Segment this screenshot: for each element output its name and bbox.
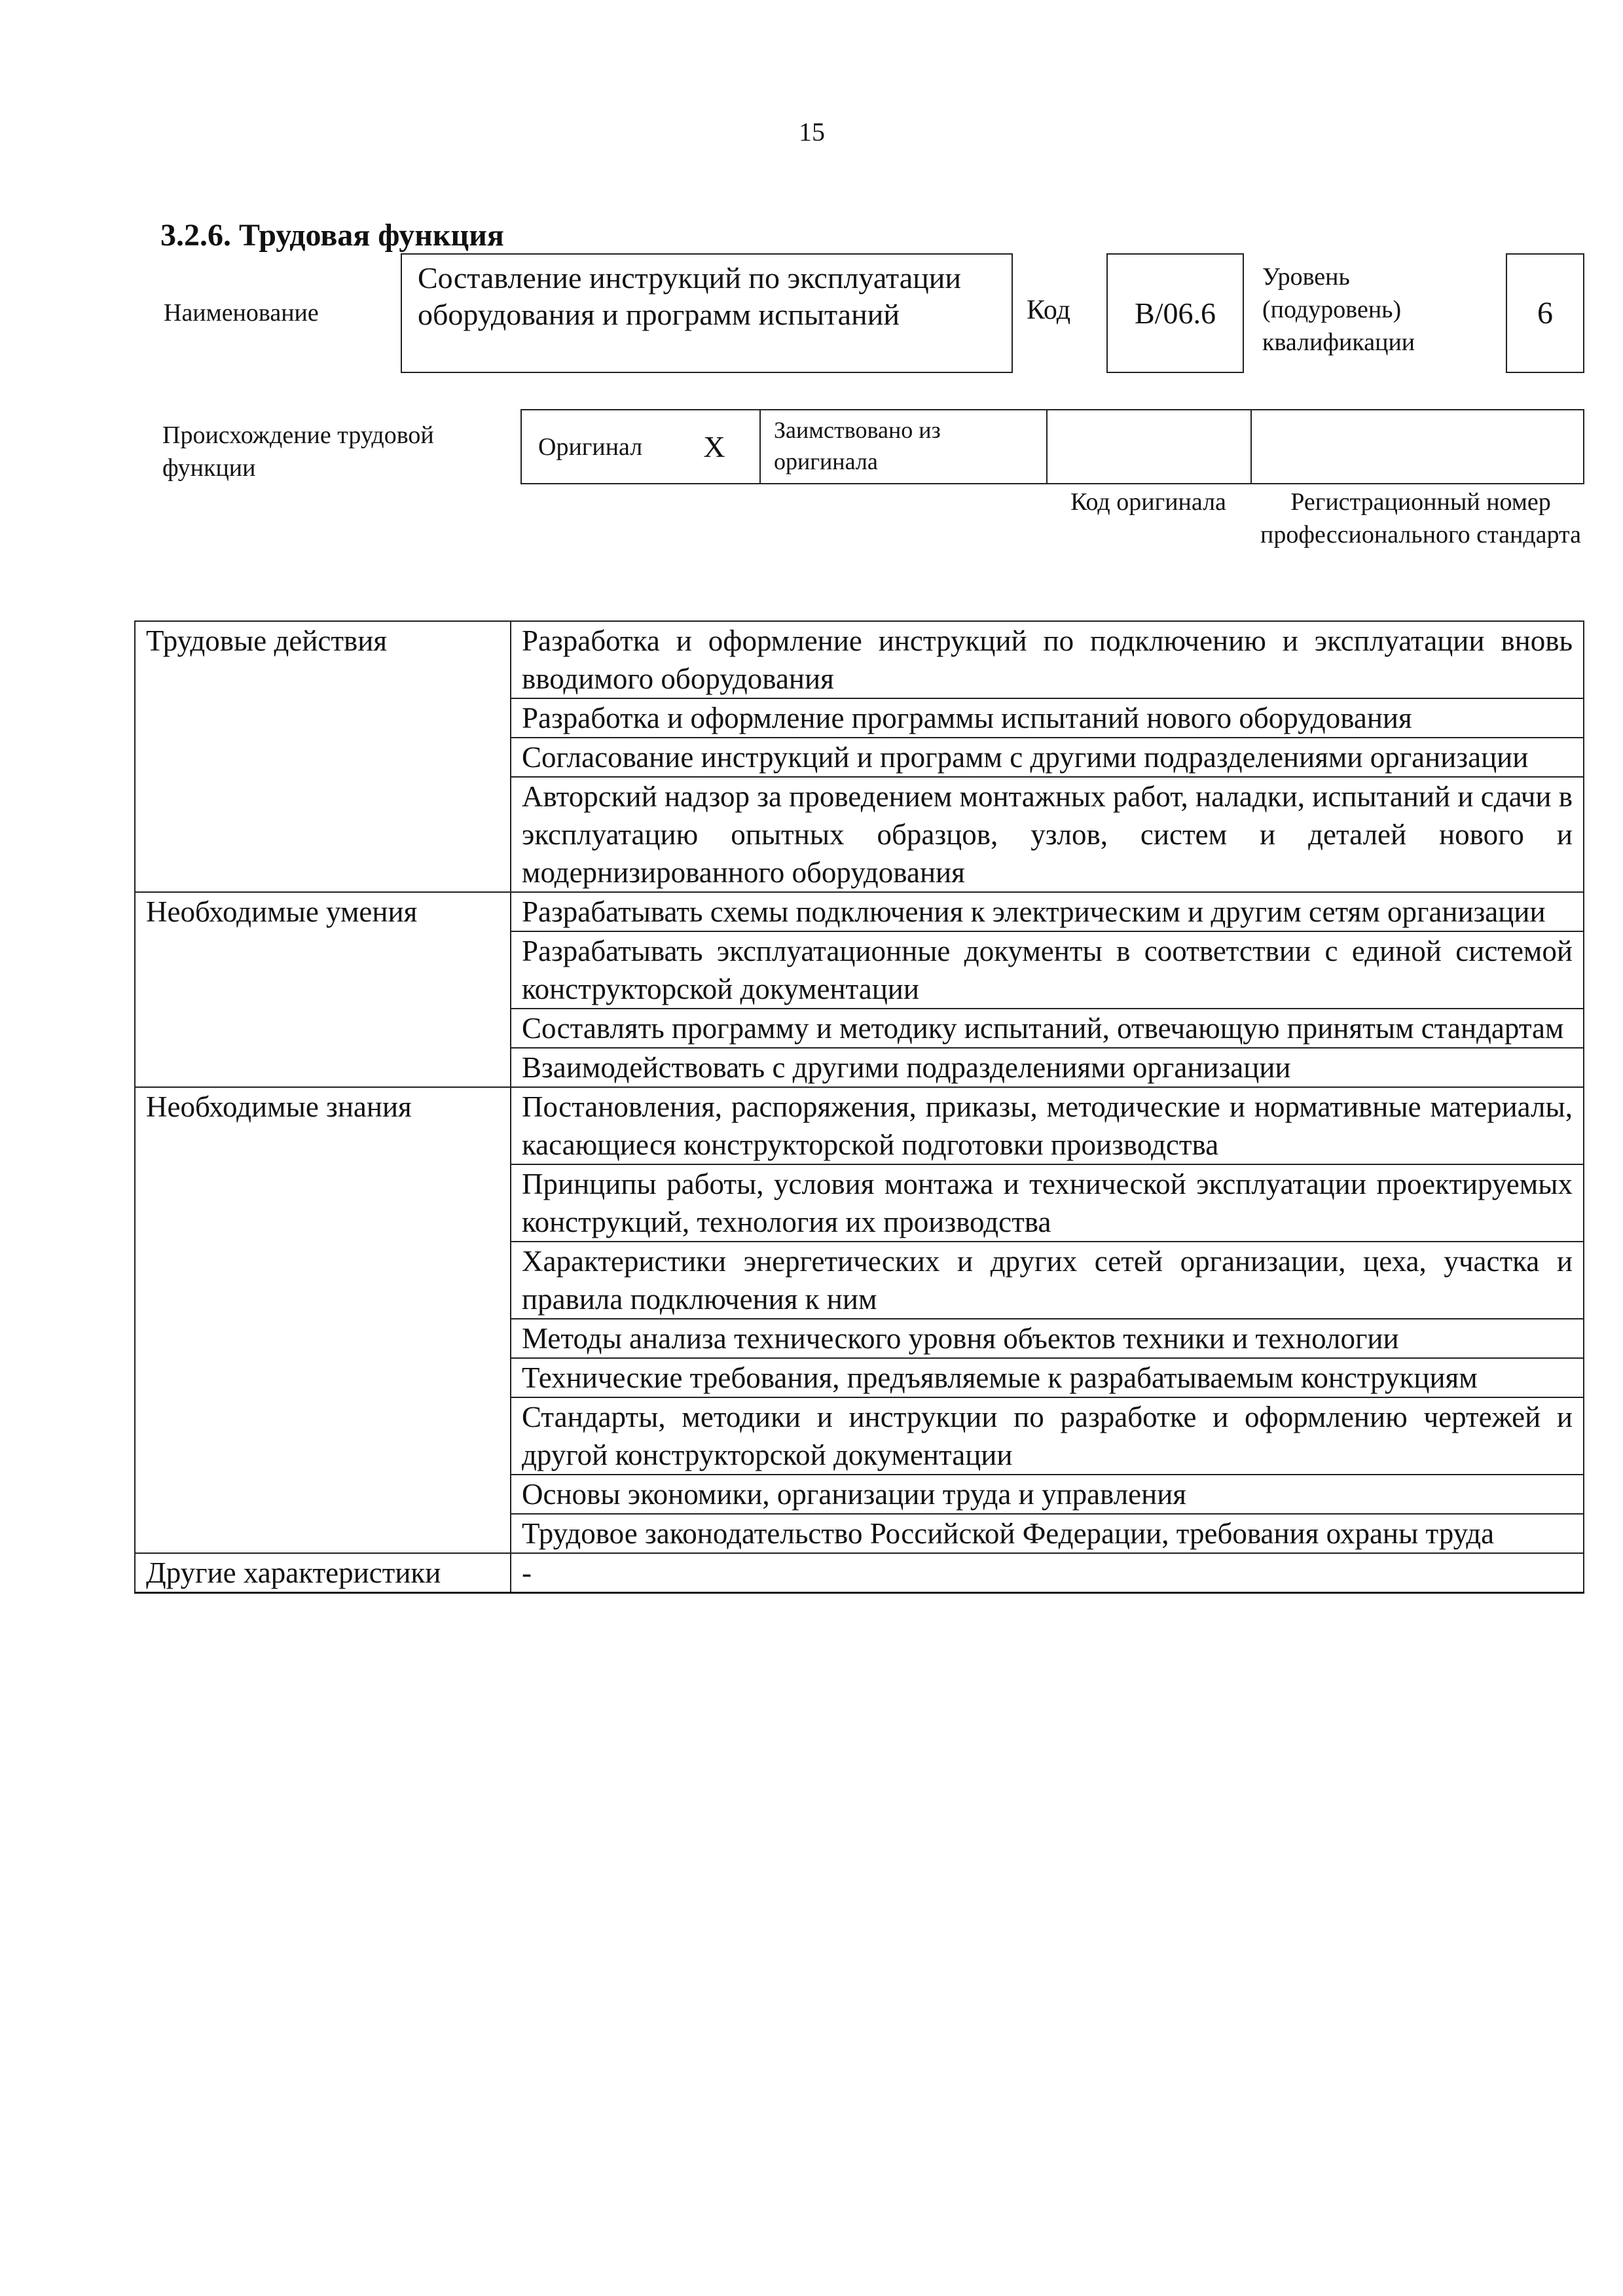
skill-item: Взаимодействовать с другими подразделениями организации [511,1048,1584,1087]
knowledge-label: Необходимые знания [135,1087,511,1553]
name-label: Наименование [164,299,319,327]
level-label: Уровень (подуровень) квалификации [1262,263,1415,356]
table-row [135,1553,1584,1593]
page-number: 15 [799,117,825,147]
origin-reg-caption: Регистрационный номер профессионального стандарта [1260,488,1581,548]
origin-code-cell [1048,410,1252,483]
knowledge-item: Постановления, распоряжения, приказы, методические и нормативные материалы, касающиеся конструкторской подготовки производства [511,1087,1584,1164]
skills-label: Необходимые умения [135,892,511,1087]
table-row [135,1087,1584,1164]
other-characteristics-value: - [511,1553,1584,1593]
labor-action-item: Авторский надзор за проведением монтажных работ, наладки, испытаний и сдачи в эксплуатацию опытных образцов, узлов, систем и деталей нового и модернизированного оборудования [511,777,1584,892]
origin-code-caption: Код оригинала [1070,488,1226,516]
origin-mark: X [703,430,725,463]
knowledge-item: Технические требования, предъявляемые к разрабатываемым конструкциям [511,1358,1584,1397]
origin-borrowed-cell [761,410,1048,483]
level-box [1506,253,1584,373]
knowledge-item: Трудовое законодательство Российской Федерации, требования охраны труда [511,1514,1584,1553]
origin-borrowed-label: Заимствовано из оригинала [774,417,941,475]
origin-original-label: Оригинал [538,433,643,461]
knowledge-item: Методы анализа технического уровня объектов техники и технологии [511,1319,1584,1358]
labor-actions-label: Трудовые действия [135,621,511,892]
labor-action-item: Разработка и оформление инструкций по подключению и эксплуатации вновь вводимого оборудования [511,621,1584,698]
table-row [135,621,1584,698]
origin-original-cell [522,410,669,483]
labor-action-item: Разработка и оформление программы испытаний нового оборудования [511,698,1584,738]
skill-item: Составлять программу и методику испытаний, отвечающую принятым стандартам [511,1009,1584,1048]
knowledge-item: Основы экономики, организации труда и управления [511,1475,1584,1514]
origin-row [520,409,1584,484]
other-characteristics-label: Другие характеристики [135,1553,511,1593]
knowledge-item: Характеристики энергетических и других сетей организации, цеха, участка и правила подключения к ним [511,1242,1584,1319]
origin-reg-cell [1252,410,1583,483]
function-name-box [401,253,1013,373]
level-value: 6 [1537,296,1553,331]
function-details-table [134,620,1584,1594]
origin-mark-cell [669,410,761,483]
knowledge-item: Стандарты, методики и инструкции по разработке и оформлению чертежей и другой конструкторской документации [511,1397,1584,1475]
code-value: B/06.6 [1135,296,1216,330]
code-box [1106,253,1244,373]
labor-action-item: Согласование инструкций и программ с другими подразделениями организации [511,738,1584,777]
origin-label: Происхождение трудовой функции [162,422,434,482]
function-name-value: Составление инструкций по эксплуатации оборудования и программ испытаний [418,261,961,331]
skill-item: Разрабатывать эксплуатационные документы в соответствии с единой системой конструкторской документации [511,931,1584,1009]
table-row [135,892,1584,931]
section-title: 3.2.6. Трудовая функция [160,218,504,253]
skill-item: Разрабатывать схемы подключения к электрическим и другим сетям организации [511,892,1584,931]
code-label: Код [1027,295,1071,325]
knowledge-item: Принципы работы, условия монтажа и технической эксплуатации проектируемых конструкций, технология их производства [511,1164,1584,1242]
